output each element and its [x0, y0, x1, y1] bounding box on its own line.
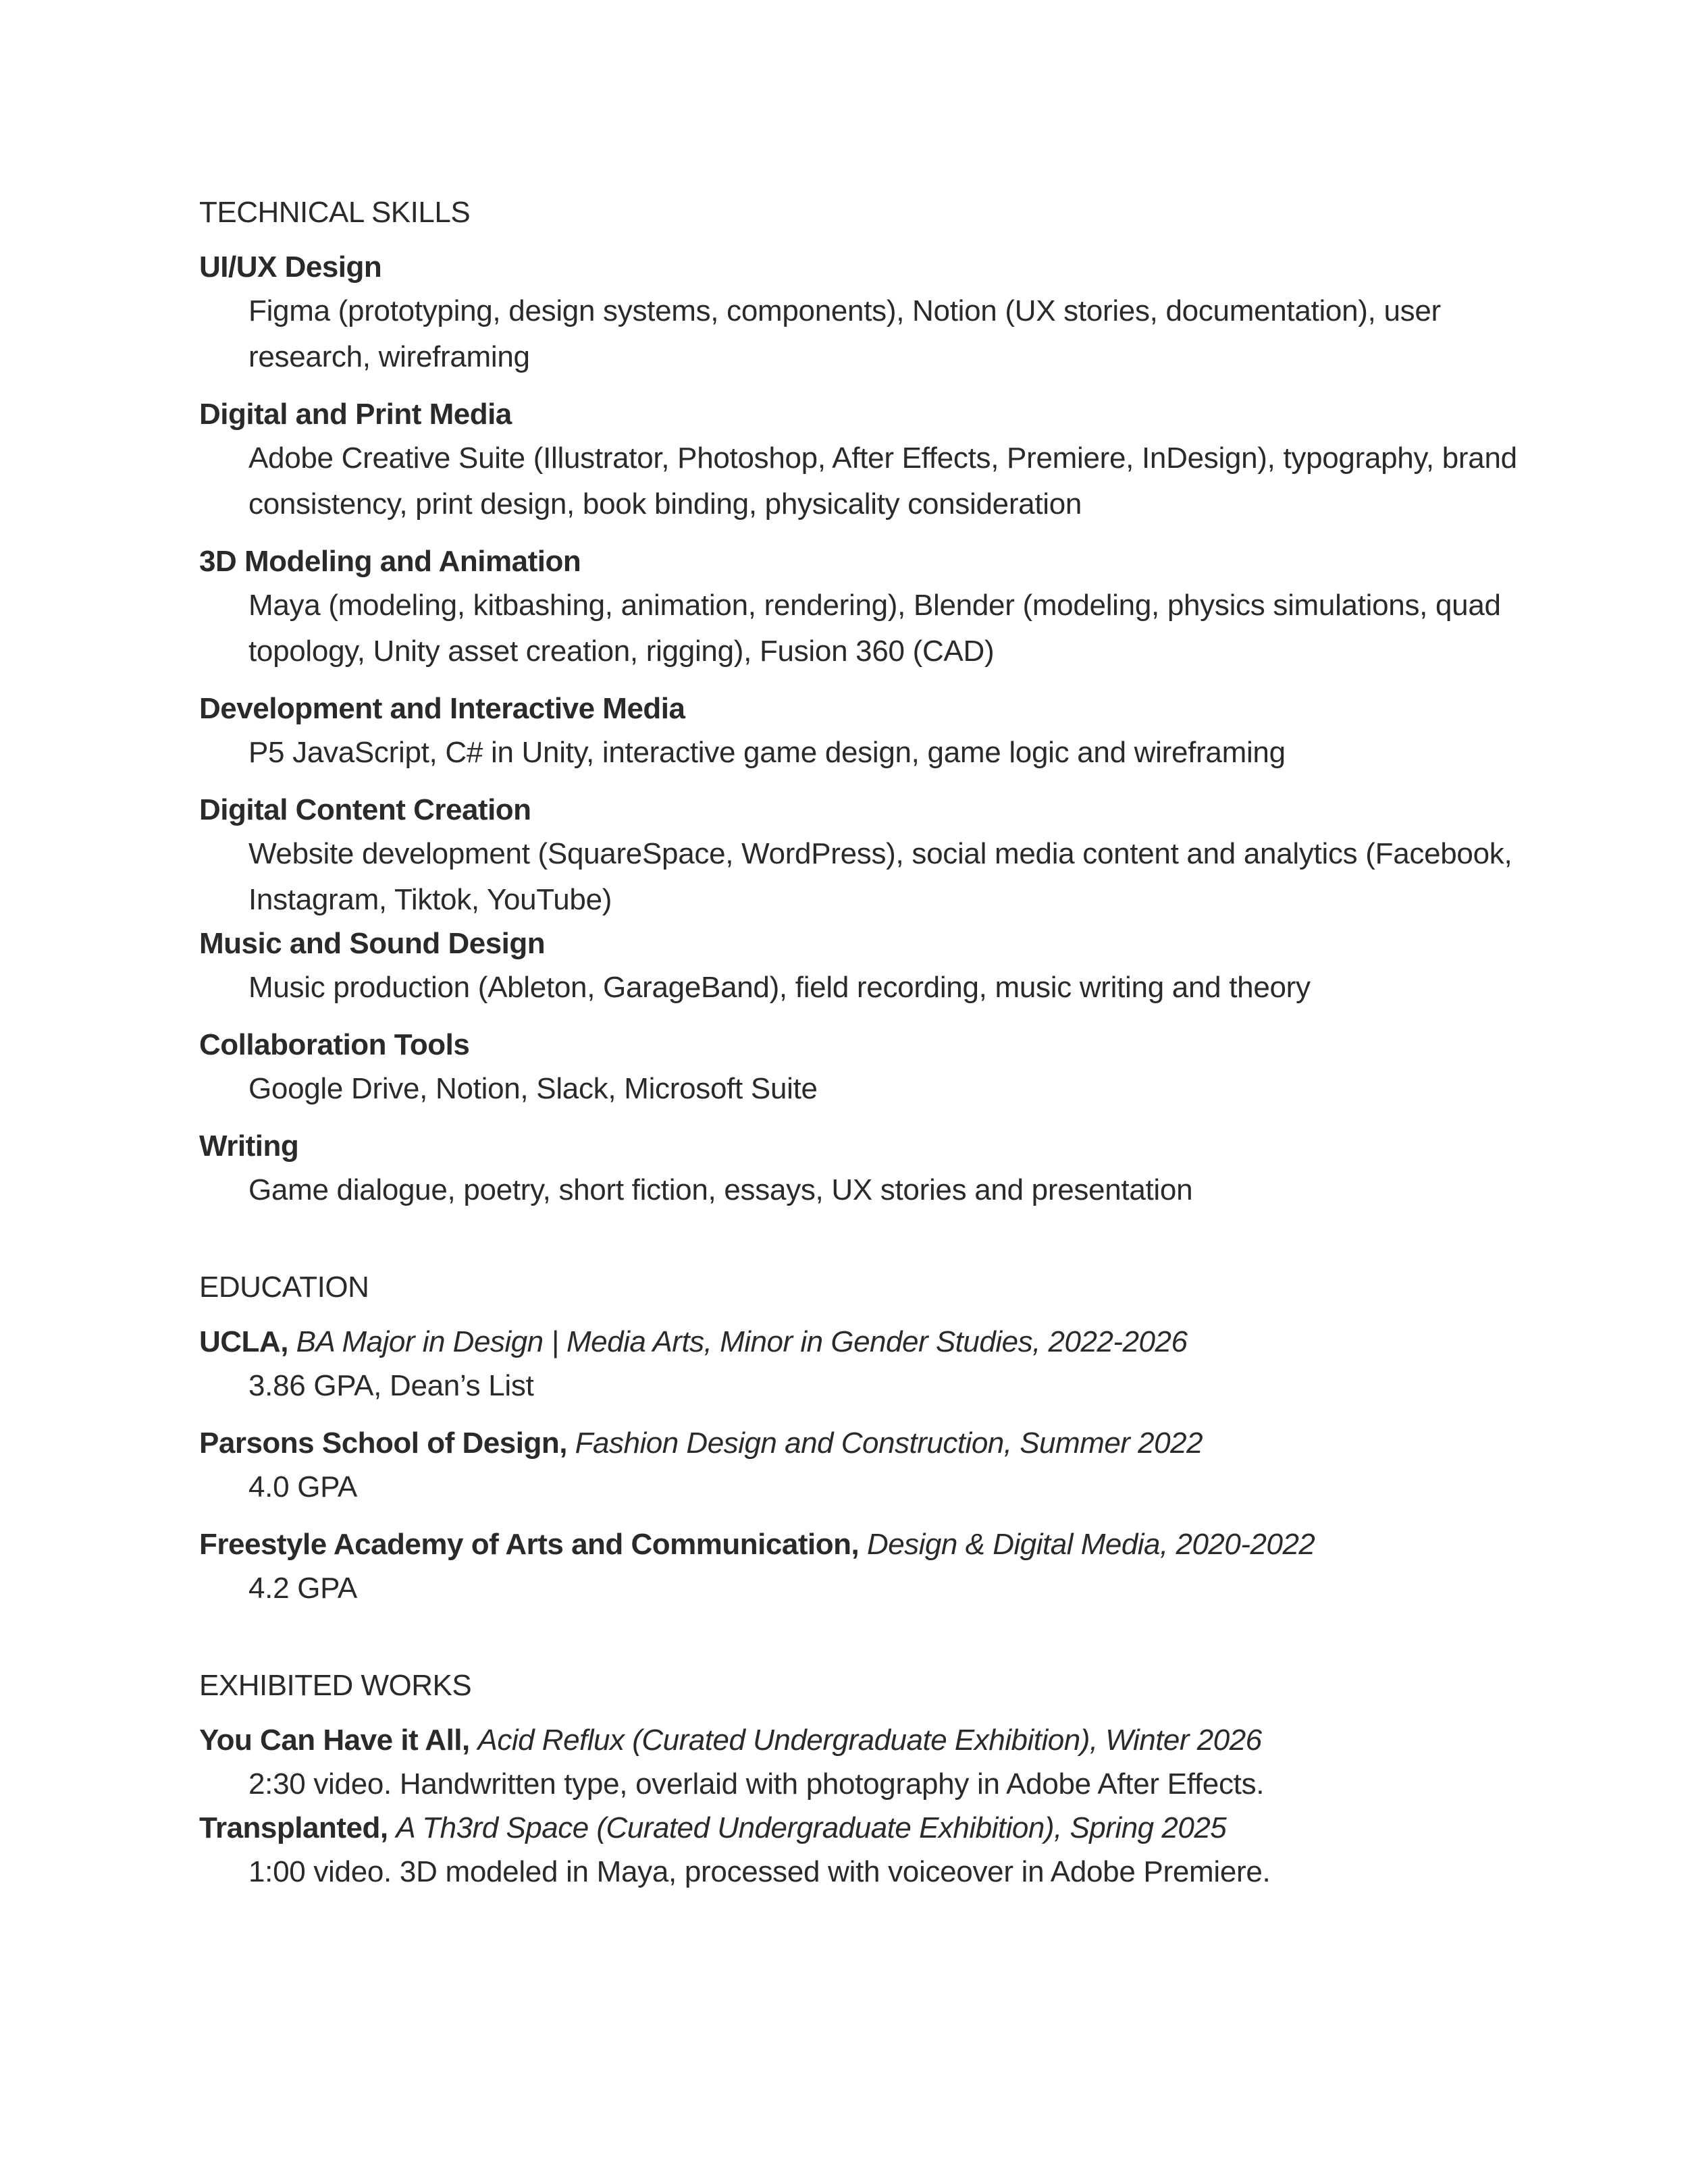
skill-description: Website development (SquareSpace, WordPress), social media content and analytics (Facebook, Instagram, Tiktok, YouTube) [248, 837, 1512, 916]
skill-title: Digital Content Creation [199, 793, 531, 826]
work-description: 2:30 video. Handwritten type, overlaid with photography in Adobe After Effects. [248, 1767, 1265, 1801]
skill-music-sound-design [199, 923, 1523, 1011]
skill-title: Digital and Print Media [199, 398, 512, 431]
technical-skills-section [199, 192, 1523, 1213]
education-section [199, 1267, 1523, 1612]
program-detail: Fashion Design and Construction, Summer 2022 [575, 1427, 1203, 1460]
work-title-line [199, 1807, 1523, 1849]
skill-description: Game dialogue, poetry, short fiction, essays, UX stories and presentation [248, 1173, 1193, 1206]
education-entry-freestyle [199, 1524, 1523, 1612]
skill-3d-modeling-animation [199, 541, 1523, 674]
education-note: 4.0 GPA [248, 1470, 357, 1503]
work-exhibition: Acid Reflux (Curated Undergraduate Exhibition), Winter 2026 [477, 1724, 1262, 1757]
skill-description: Adobe Creative Suite (Illustrator, Photoshop, After Effects, Premiere, InDesign), typography, brand consistency, print design, book binding, physicality consideration [248, 442, 1517, 521]
skill-title: UI/UX Design [199, 250, 382, 284]
program-detail: Design & Digital Media, 2020-2022 [866, 1528, 1315, 1561]
work-entry-transplanted [199, 1807, 1523, 1895]
skill-description: Figma (prototyping, design systems, components), Notion (UX stories, documentation), user research, wireframing [248, 294, 1441, 373]
education-title [199, 1422, 1523, 1464]
program-detail: BA Major in Design | Media Arts, Minor in Gender Studies, 2022-2026 [296, 1325, 1188, 1358]
skill-ui-ux-design [199, 246, 1523, 380]
education-title [199, 1524, 1523, 1566]
skill-title: Collaboration Tools [199, 1028, 470, 1061]
skill-description: P5 JavaScript, C# in Unity, interactive game design, game logic and wireframing [248, 736, 1286, 769]
resume-page [199, 192, 1523, 1895]
work-description: 1:00 video. 3D modeled in Maya, processed with voiceover in Adobe Premiere. [248, 1855, 1271, 1888]
work-exhibition: A Th3rd Space (Curated Undergraduate Exhibition), Spring 2025 [396, 1811, 1227, 1844]
technical-skills-heading: TECHNICAL SKILLS [199, 196, 471, 229]
skill-description: Google Drive, Notion, Slack, Microsoft Suite [248, 1072, 818, 1105]
skill-digital-content-creation [199, 789, 1523, 923]
skill-description: Music production (Ableton, GarageBand), field recording, music writing and theory [248, 971, 1311, 1004]
exhibited-works-section [199, 1666, 1523, 1895]
education-note: 4.2 GPA [248, 1572, 357, 1605]
work-entry-you-can-have-it-all [199, 1720, 1523, 1807]
skill-collaboration-tools [199, 1024, 1523, 1112]
skill-title: Music and Sound Design [199, 927, 546, 960]
education-entry-ucla [199, 1321, 1523, 1409]
skill-description: Maya (modeling, kitbashing, animation, rendering), Blender (modeling, physics simulations, quad topology, Unity asset creation, rigging), Fusion 360 (CAD) [248, 589, 1501, 668]
skill-title: 3D Modeling and Animation [199, 545, 581, 578]
school-name: Parsons School of Design, [199, 1427, 567, 1460]
school-name: UCLA, [199, 1325, 288, 1358]
education-title [199, 1321, 1523, 1363]
education-note: 3.86 GPA, Dean’s List [248, 1369, 534, 1402]
school-name: Freestyle Academy of Arts and Communication, [199, 1528, 860, 1561]
education-entry-parsons [199, 1422, 1523, 1510]
education-heading: EDUCATION [199, 1271, 369, 1304]
skill-development-interactive-media [199, 688, 1523, 776]
work-title: Transplanted, [199, 1811, 388, 1844]
skill-title: Development and Interactive Media [199, 692, 685, 725]
work-title: You Can Have it All, [199, 1724, 470, 1757]
skill-writing [199, 1125, 1523, 1213]
exhibited-works-heading: EXHIBITED WORKS [199, 1669, 472, 1702]
skill-digital-print-media [199, 394, 1523, 527]
work-title-line [199, 1720, 1523, 1761]
skill-title: Writing [199, 1129, 299, 1163]
